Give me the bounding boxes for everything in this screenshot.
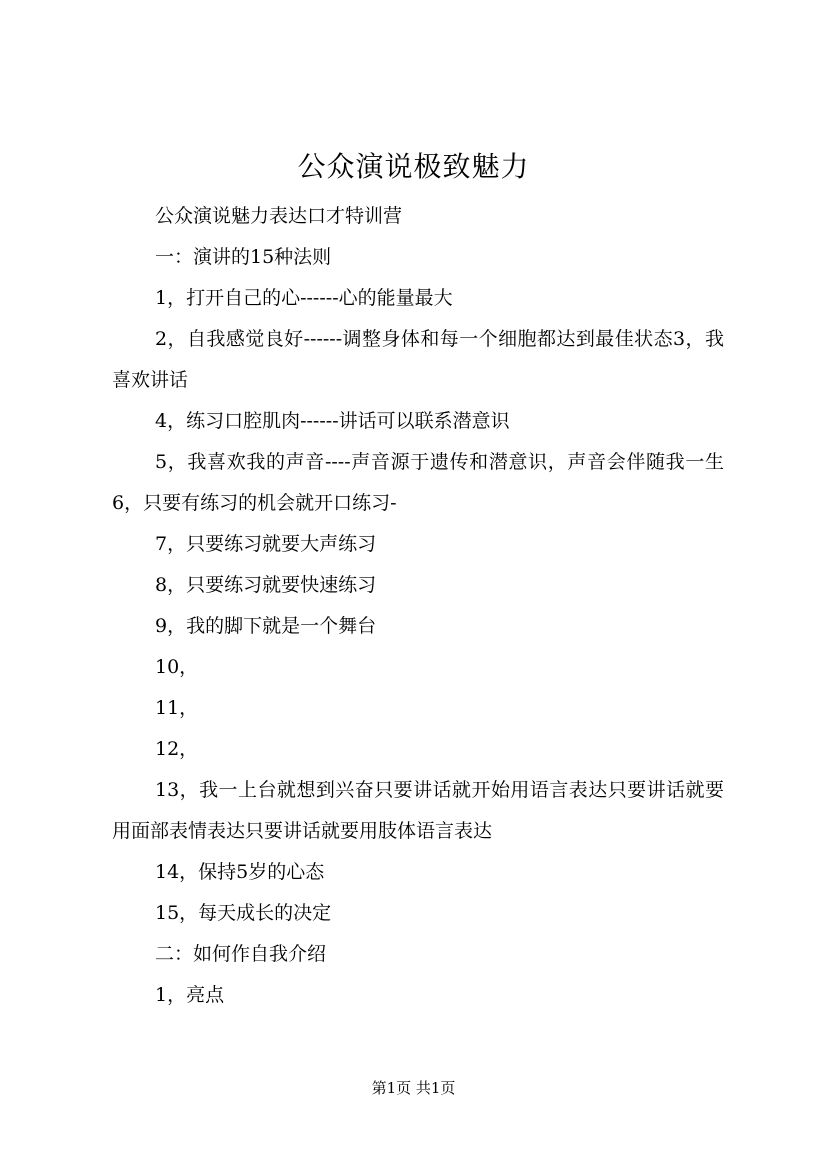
paragraph-rule-13: 13，我一上台就想到兴奋只要讲话就开始用语言表达只要讲话就要用面部表情表达只要讲话就要用肢体语言表达 <box>112 779 724 842</box>
paragraph-rule-8: 8，只要练习就要快速练习 <box>155 574 377 596</box>
paragraph-rule-1: 1，打开自己的心------心的能量最大 <box>155 287 453 309</box>
paragraph-section-2-heading: 二：如何作自我介绍 <box>155 943 327 965</box>
paragraph-rule-10: 10， <box>155 656 199 678</box>
paragraph-rule-7: 7，只要练习就要大声练习 <box>155 533 377 555</box>
paragraph-intro-1: 1，亮点 <box>155 984 225 1006</box>
paragraph-rule-2-3: 2，自我感觉良好------调整身体和每一个细胞都达到最佳状态3，我喜欢讲话 <box>112 328 724 391</box>
paragraph-rule-9: 9，我的脚下就是一个舞台 <box>155 615 377 637</box>
document-title: 公众演说极致魅力 <box>297 150 530 183</box>
paragraph-rule-5-6: 5，我喜欢我的声音----声音源于遗传和潜意识，声音会伴随我一生6，只要有练习的机会就开口练习- <box>112 451 724 514</box>
document-body <box>112 196 724 1016</box>
paragraph-rule-14: 14，保持5岁的心态 <box>155 861 325 883</box>
paragraph-subtitle: 公众演说魅力表达口才特训营 <box>155 205 403 227</box>
paragraph-rule-15: 15，每天成长的决定 <box>155 902 332 924</box>
paragraph-section-1-heading: 一：演讲的15种法则 <box>155 246 332 268</box>
paragraph-rule-11: 11， <box>155 697 199 719</box>
page-footer: 第1页 共1页 <box>371 1079 456 1097</box>
paragraph-rule-12: 12， <box>155 738 199 760</box>
paragraph-rule-4: 4，练习口腔肌肉------讲话可以联系潜意识 <box>155 410 510 432</box>
